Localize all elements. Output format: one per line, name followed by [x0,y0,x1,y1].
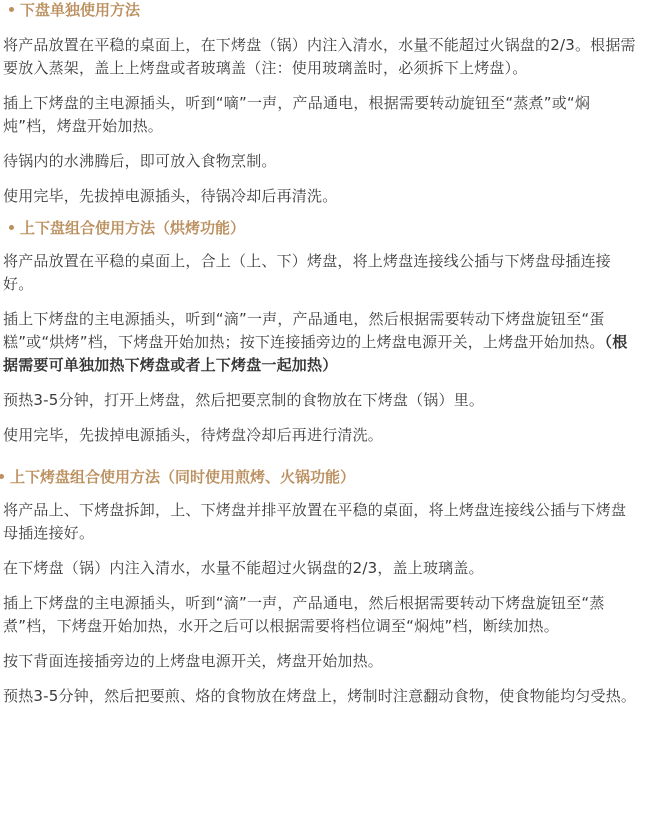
section-title: 下盘单独使用方法 [20,1,141,19]
paragraph [3,308,641,377]
paragraph: 将产品放置在平稳的桌面上，在下烤盘（锅）内注入清水，水量不能超过火锅盘的2/3。根据需要放入蒸架，盖上上烤盘或者玻璃盖（注：使用玻璃盖时，必须拆下上烤盘）。 [3,36,636,77]
paragraph: 使用完毕，先拔掉电源插头，待烤盘冷却后再进行清洗。 [3,426,384,444]
paragraph: 按下背面连接插旁边的上烤盘电源开关，烤盘开始加热。 [3,652,384,670]
paragraph-text: 插上下烤盘的主电源插头，听到“滴”一声，产品通电，然后根据需要转动下烤盘旋钮至“蛋糕”或“烘烤”档，下烤盘开始加热；按下连接插旁边的上烤盘电源开关，上烤盘开始加热。 [3,310,605,351]
paragraph: 使用完毕，先拔掉电源插头，待锅冷却后再清洗。 [3,187,338,205]
bullet-dot-icon [9,7,14,12]
paragraph: 插上下烤盘的主电源插头，听到“嘀”一声，产品通电，根据需要转动旋钮至“蒸煮”或“焖炖”档，烤盘开始加热。 [3,94,591,135]
paragraph: 在下烤盘（锅）内注入清水，水量不能超过火锅盘的2/3，盖上玻璃盖。 [3,559,484,577]
paragraph: 待锅内的水沸腾后，即可放入食物烹制。 [3,152,277,170]
bullet-dot-icon [0,474,4,479]
paragraph: 预热3-5分钟，打开上烤盘，然后把要烹制的食物放在下烤盘（锅）里。 [3,391,485,409]
section-heading [3,218,641,238]
bullet-dot-icon [9,225,14,230]
paragraph: 预热3-5分钟，然后把要煎、烙的食物放在烤盘上，烤制时注意翻动食物，使食物能均匀受热。 [3,687,637,705]
section-lower-tray-only [3,0,641,208]
paragraph: 插上下烤盘的主电源插头，听到“滴”一声，产品通电，然后根据需要转动下烤盘旋钮至“蒸煮”档，下烤盘开始加热，水开之后可以根据需要将档位调至“焖炖”档，断续加热。 [3,594,605,635]
section-upper-lower-baking [3,218,641,447]
section-heading [3,0,641,20]
section-title: 上下烤盘组合使用方法（同时使用煎烤、火锅功能） [10,468,356,486]
bold-note: （根据需要可单独加热下烤盘或者上下烤盘一起加热） [3,333,628,374]
section-title: 上下盘组合使用方法（烘烤功能） [20,219,246,237]
paragraph: 将产品上、下烤盘拆卸，上、下烤盘并排平放置在平稳的桌面，将上烤盘连接线公插与下烤盘母插连接好。 [3,501,627,542]
section-heading [0,467,641,487]
paragraph: 将产品放置在平稳的桌面上，合上（上、下）烤盘，将上烤盘连接线公插与下烤盘母插连接好。 [3,252,612,293]
section-grill-hotpot-combo [3,467,641,708]
